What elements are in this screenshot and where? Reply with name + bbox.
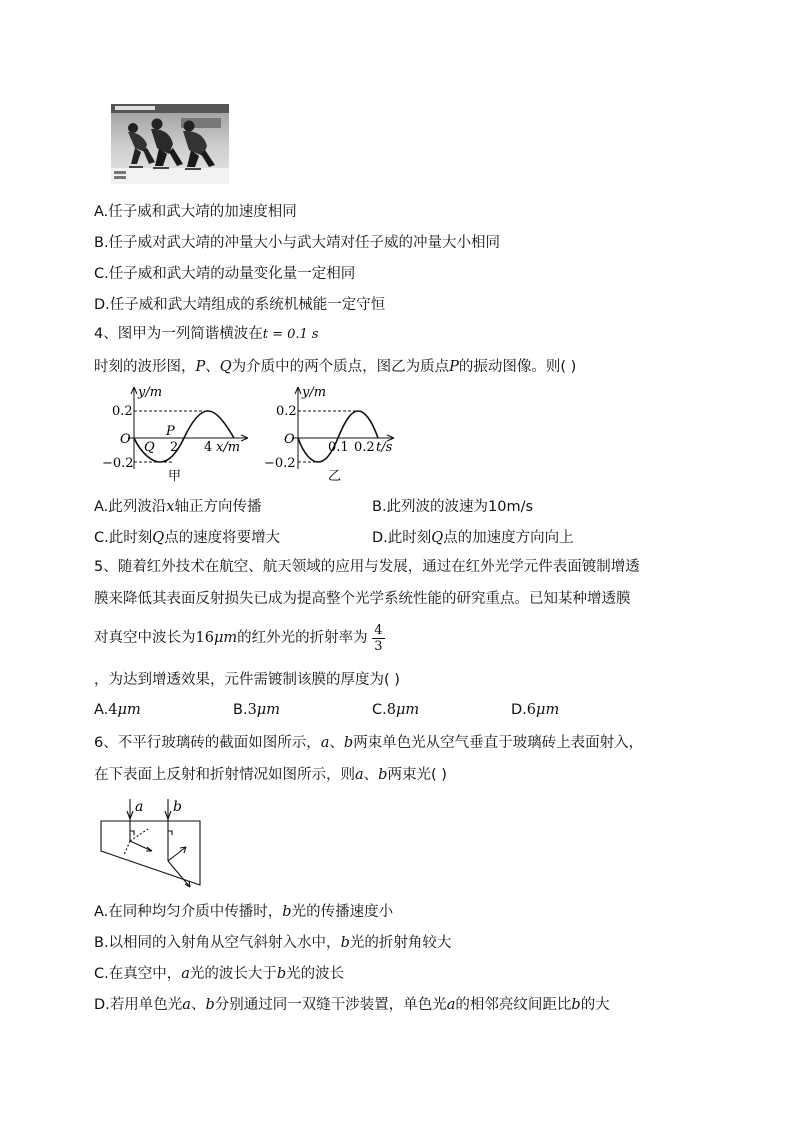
q6-stem-line1: 6、不平行玻璃砖的截面如图所示，a、b两束单色光从空气垂直于玻璃砖上表面射入， (94, 735, 644, 751)
q6-option-c: C.在真空中，a光的波长大于b光的波长 (94, 966, 345, 982)
q4-time-expr: t = 0.1 s (262, 327, 319, 342)
q6-option-a: A.在同种均匀介质中传播时，b光的传播速度小 (94, 904, 394, 920)
q5-refractive-index: $\frac{4}{3}$ (374, 622, 383, 654)
yi-y-axis-label: y/m (302, 385, 327, 400)
q3-option-b: B.任子威对武大靖的冲量大小与武大靖对任子威的冲量大小相同 (94, 235, 501, 251)
q6-stem-line2: 在下表面上反射和折射情况如图所示，则a、b两束光( ) (94, 767, 447, 783)
q3-option-c: C.任子威和武大靖的动量变化量一定相同 (94, 266, 356, 282)
q3-option-d: D.任子威和武大靖组成的系统机械能一定守恒 (94, 297, 386, 313)
jia-point-q: Q (144, 440, 155, 455)
jia-origin: O (120, 432, 131, 447)
q5-stem-line1: 5、随着红外技术在航空、航天领域的应用与发展，通过在红外光学元件表面镀制增透 (94, 559, 640, 575)
q4-stem-line2: 时刻的波形图，P、Q为介质中的两个质点，图乙为质点P的振动图像。则( ) (94, 359, 577, 375)
q6-option-b: B.以相同的入射角从空气斜射入水中，b光的折射角较大 (94, 935, 452, 951)
jia-y-axis-label: y/m (138, 385, 163, 400)
q5-option-d: D.6μm (511, 702, 560, 718)
yi-y-top: 0.2 (276, 404, 297, 419)
q4-option-c: C.此时刻Q点的速度将要增大 (94, 530, 281, 546)
skaters-photo (111, 104, 229, 184)
yi-t-tick-2: 0.2 (354, 440, 375, 455)
q4-stem-line1: 4、图甲为一列简谐横波在t = 0.1 s (94, 326, 319, 342)
q5-stem-line4: ，为达到增透效果，元件需镀制该膜的厚度为( ) (94, 672, 400, 688)
yi-x-axis-label: t/s (376, 440, 393, 455)
q4-option-b: B.此列波的波速为10m/s (372, 499, 534, 515)
yi-t-tick-1: 0.1 (328, 440, 349, 455)
graph-yi (262, 383, 402, 485)
q4-option-d: D.此时刻Q点的加速度方向向上 (372, 530, 574, 546)
q5-option-b: B.3μm (233, 702, 280, 718)
q4-option-a: A.此列波沿x轴正方向传播 (94, 499, 262, 515)
jia-y-bottom: −0.2 (102, 456, 134, 471)
glass-brick-figure (96, 797, 216, 893)
graph-jia (98, 383, 258, 485)
jia-caption: 甲 (168, 469, 182, 484)
yi-origin: O (284, 432, 295, 447)
jia-x-axis-label: x/m (216, 440, 241, 455)
figure-label-a: a (135, 799, 144, 815)
q5-option-c: C.8μm (372, 702, 420, 718)
q3-option-a: A.任子威和武大靖的加速度相同 (94, 204, 297, 220)
yi-caption: 乙 (328, 469, 342, 484)
yi-y-bottom: −0.2 (264, 456, 296, 471)
jia-x-tick-4: 4 (204, 440, 213, 455)
figure-label-b: b (173, 799, 182, 815)
q5-stem-line3: 对真空中波长为16μm的红外光的折射率为 $\frac{4}{3}$ (94, 622, 383, 654)
jia-point-p: P (166, 424, 175, 439)
q5-option-a: A.4μm (94, 702, 141, 718)
q6-option-d: D.若用单色光a、b分别通过同一双缝干涉装置，单色光a的相邻亮纹间距比b的大 (94, 997, 610, 1013)
q5-stem-line2: 膜来降低其表面反射损失已成为提高整个光学系统性能的研究重点。已知某种增透膜 (94, 591, 631, 607)
jia-y-top: 0.2 (112, 404, 133, 419)
jia-x-tick-2: 2 (170, 440, 179, 455)
